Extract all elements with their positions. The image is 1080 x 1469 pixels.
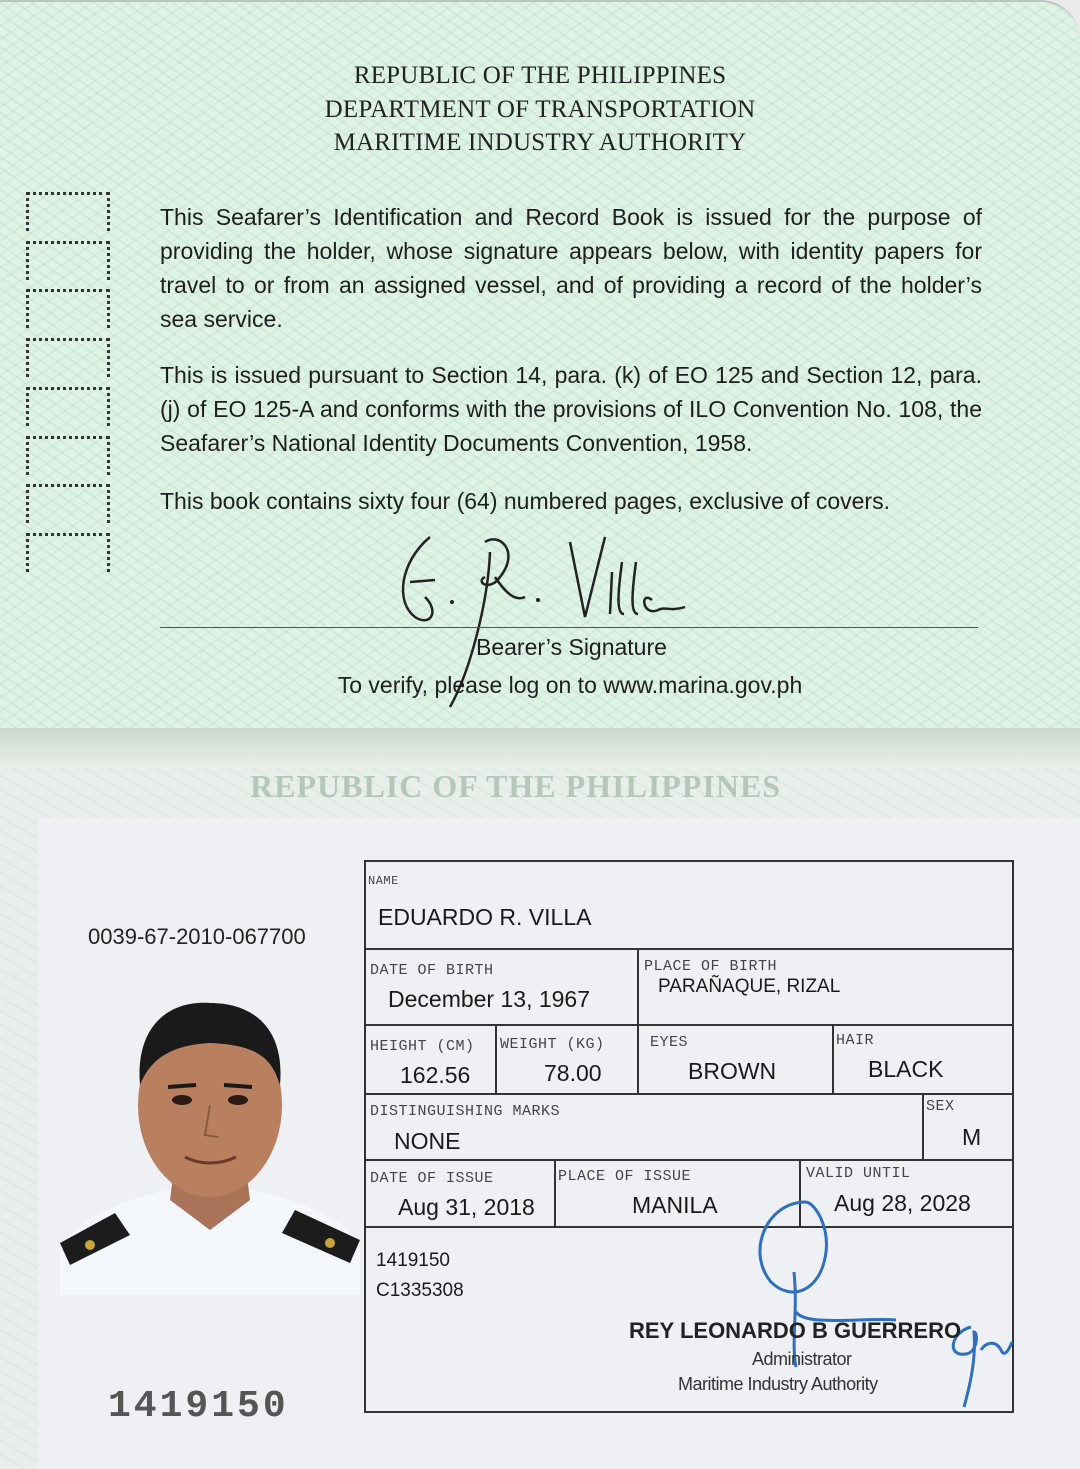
issue-date-value: Aug 31, 2018 bbox=[398, 1194, 535, 1220]
valid-until-value: Aug 28, 2028 bbox=[834, 1190, 971, 1216]
holder-name: EDUARDO R. VILLA bbox=[378, 904, 592, 930]
eyes-label: EYES bbox=[650, 1034, 689, 1051]
header-authority: MARITIME INDUSTRY AUTHORITY bbox=[333, 129, 747, 156]
serial-number: 1419150 bbox=[108, 1385, 289, 1428]
reference-number: 1419150 bbox=[376, 1250, 450, 1271]
header-republic: REPUBLIC OF THE PHILIPPINES bbox=[353, 62, 727, 89]
dob-label: DATE OF BIRTH bbox=[370, 962, 494, 979]
signature-line bbox=[160, 627, 978, 628]
page-gutter bbox=[0, 728, 1080, 768]
sex-label: SEX bbox=[926, 1098, 955, 1115]
administrator-org: Maritime Industry Authority bbox=[678, 1374, 878, 1394]
faded-title: REPUBLIC OF THE PHILIPPINES bbox=[250, 768, 782, 804]
book-number: C1335308 bbox=[376, 1280, 464, 1301]
perforated-serial bbox=[14, 192, 124, 572]
issue-place-value: MANILA bbox=[632, 1192, 718, 1218]
name-label: NAME bbox=[368, 874, 399, 888]
header-department: DEPARTMENT OF TRANSPORTATION bbox=[324, 96, 756, 123]
administrator-title: Administrator bbox=[752, 1349, 852, 1369]
valid-until-label: VALID UNTIL bbox=[806, 1165, 911, 1182]
issue-place-label: PLACE OF ISSUE bbox=[558, 1168, 692, 1185]
id-number: 0039-67-2010-067700 bbox=[88, 924, 306, 949]
pob-label: PLACE OF BIRTH bbox=[644, 958, 778, 975]
details-form bbox=[364, 860, 1014, 1413]
administrator-name: REY LEONARDO B GUERRERO bbox=[629, 1318, 962, 1343]
paragraph-purpose: This Seafarer’s Identification and Record Book is issued for the purpose of providing the holder, whose signature appears below, with identity papers for travel to or from an assigned vessel, and of providing a record of the holder’s sea service. bbox=[160, 204, 982, 332]
height-value: 162.56 bbox=[400, 1062, 471, 1088]
marks-value: NONE bbox=[394, 1128, 461, 1154]
sex-value: M bbox=[962, 1124, 982, 1150]
weight-value: 78.00 bbox=[544, 1060, 602, 1086]
eyes-value: BROWN bbox=[688, 1058, 777, 1084]
holder-photo bbox=[60, 985, 360, 1295]
hair-value: BLACK bbox=[868, 1056, 944, 1082]
issue-date-label: DATE OF ISSUE bbox=[370, 1170, 494, 1187]
verify-text: To verify, please log on to www.marina.gov.ph bbox=[337, 672, 803, 698]
marks-label: DISTINGUISHING MARKS bbox=[370, 1103, 561, 1120]
height-label: HEIGHT (CM) bbox=[370, 1038, 475, 1055]
hair-label: HAIR bbox=[836, 1032, 875, 1049]
paragraph-pursuant: This is issued pursuant to Section 14, para. (k) of EO 125 and Section 12, para. (j) of EO 125-A and conforms with the provisions of ILO Convention No. 108, the Seafarer’s National Identity Documents Convention, 1958. bbox=[160, 362, 982, 456]
bearer-signature-label: Bearer’s Signature bbox=[476, 634, 667, 660]
place-of-birth: PARAÑAQUE, RIZAL bbox=[658, 976, 841, 997]
date-of-birth: December 13, 1967 bbox=[388, 986, 591, 1012]
paragraph-pages: This book contains sixty four (64) numbered pages, exclusive of covers. bbox=[160, 488, 890, 514]
weight-label: WEIGHT (KG) bbox=[500, 1036, 605, 1053]
